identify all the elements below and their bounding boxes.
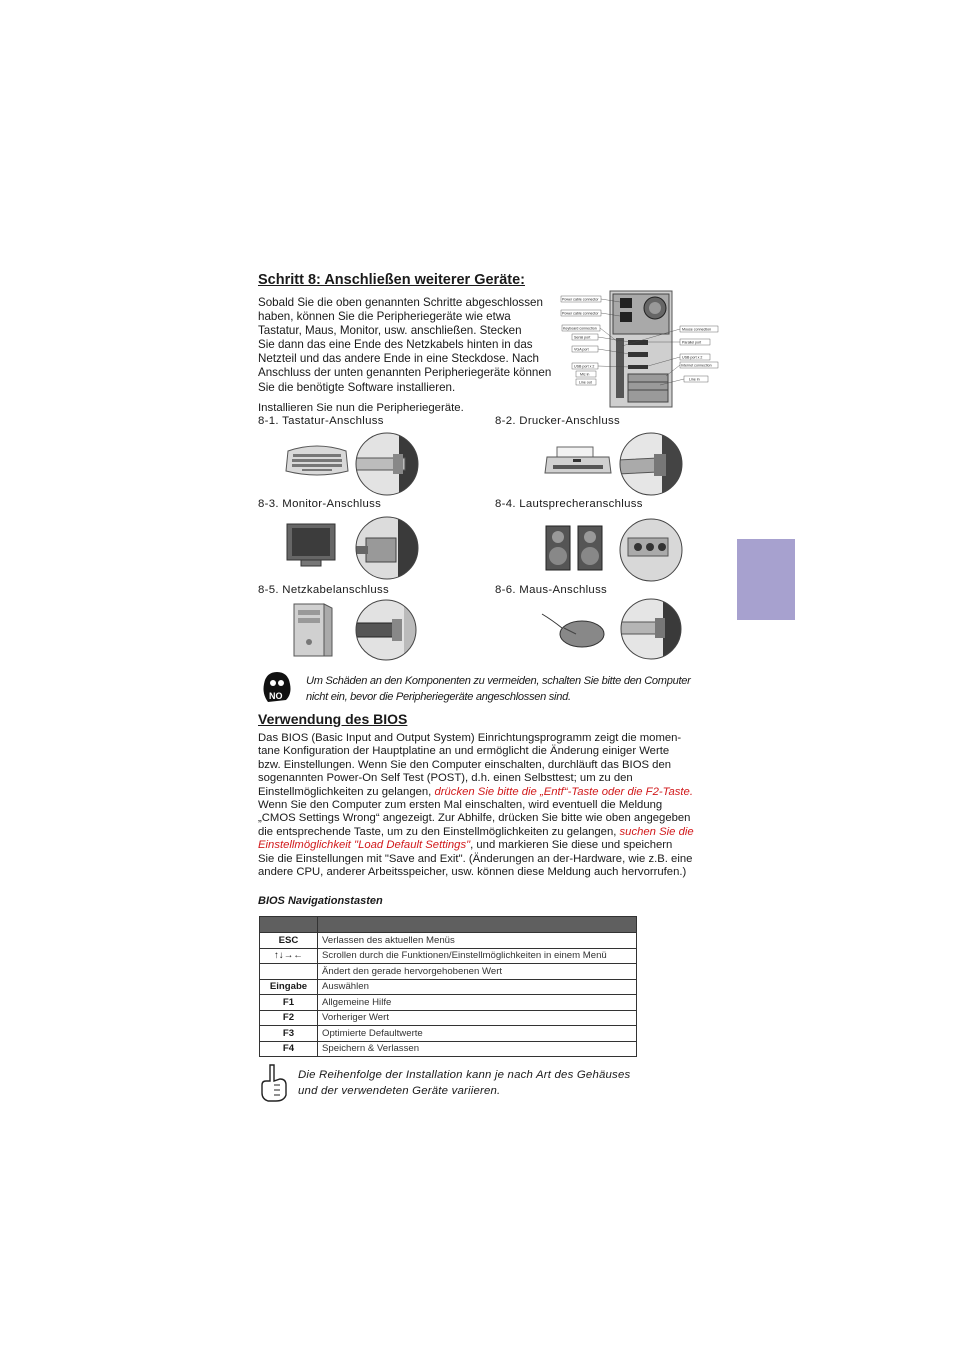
label-usb-left: USB port x 2 [574, 364, 595, 369]
table-row: Ändert den gerade hervorgehobenen Wert [260, 964, 637, 980]
caption-speaker: 8-4. Lautsprecheranschluss [495, 498, 643, 510]
load-default-hint: Einstellmöglichkeit "Load Default Settings" [258, 839, 471, 852]
label-power-2: Power cable connector [562, 311, 599, 316]
table-row: F4 Speichern & Verlassen [260, 1041, 637, 1057]
caption-power-cable: 8-5. Netzkabelanschluss [258, 584, 389, 596]
label-line-in: Line in [689, 377, 700, 382]
speakers-illustration [544, 524, 604, 577]
caption-mouse: 8-6. Maus-Anschluss [495, 584, 608, 596]
table-row: F2 Vorheriger Wert [260, 1010, 637, 1026]
keyboard-port-closeup [353, 432, 421, 501]
tower-pc-illustration [290, 602, 336, 663]
note-text: Die Reihenfolge der Installation kann je nach Art des Gehäuses und der verwendeten Geräte variieren. [298, 1069, 631, 1097]
install-instruction: Installieren Sie nun die Peripheriegeräte. [258, 402, 464, 414]
label-mouse: Mouse connection [682, 327, 712, 332]
mouse-port-closeup [619, 598, 683, 665]
pointing-hand-icon [258, 1063, 290, 1108]
table-row: F3 Optimierte Defaultwerte [260, 1026, 637, 1042]
table-row: F1 Allgemeine Hilfe [260, 995, 637, 1011]
svg-text:NO: NO [269, 691, 283, 701]
label-internet: Internet connection [681, 363, 712, 368]
step8-intro: Sobald Sie die oben genannten Schritte abgeschlossen haben, können Sie die Peripheriegeräte wie etwa Tastatur, Maus, Monitor, usw. anschließen. Stecken Sie dann das eine Ende des Netzkabels hinten in das Netzteil und das andere Ende in eine Steckdose. Nach Anschluss der unten genannten Peripheriegeräte können Sie die benötigte Software installieren. [258, 296, 552, 394]
caption-monitor: 8-3. Monitor-Anschluss [258, 498, 382, 510]
nav-keys-title: BIOS Navigationstasten [258, 895, 383, 907]
label-power-1: Power cable connector [562, 297, 599, 302]
nav-keys-table [259, 916, 637, 1057]
keyboard-illustration [284, 443, 350, 484]
bios-title: Verwendung des BIOS [258, 711, 408, 727]
table-row: ↑↓→← Scrollen durch die Funktionen/Einstellmöglichkeiten in einem Menü [260, 948, 637, 964]
bios-key-hint: drücken Sie bitte die „Entf“-Taste oder die F2-Taste. [434, 785, 693, 798]
label-mic: Mic in [580, 372, 590, 377]
table-row: ESC Verlassen des aktuellen Menüs [260, 933, 637, 949]
table-header-cell [260, 917, 318, 933]
caption-keyboard: 8-1. Tastatur-Anschluss [258, 415, 384, 427]
speaker-port-closeup [618, 518, 684, 587]
caption-printer: 8-2. Drucker-Anschluss [495, 415, 620, 427]
label-usb-right: USB port x 2 [682, 355, 703, 360]
back-panel-diagram [560, 290, 720, 408]
mouse-illustration [540, 610, 606, 657]
table-header-cell [318, 917, 637, 933]
table-row: Eingabe Auswählen [260, 979, 637, 995]
warning-no-icon [260, 670, 294, 711]
label-parallel: Parallel port [682, 340, 702, 345]
monitor-port-closeup [354, 516, 420, 585]
warning-text: Um Schäden an den Komponenten zu vermeiden, schalten Sie bitte den Computer nicht ein, bevor die Peripheriegeräte angeschlossen sind. [306, 675, 691, 703]
printer-port-closeup [618, 432, 684, 501]
step8-title: Schritt 8: Anschließen weiterer Geräte: [258, 272, 525, 288]
label-serial: Serial port [574, 335, 591, 340]
label-line-out: Line out [579, 380, 592, 385]
monitor-illustration [285, 522, 337, 573]
label-vga: VGA port [574, 347, 589, 352]
chapter-side-tab [737, 539, 795, 620]
label-keyboard: Keyboard connection [563, 326, 597, 331]
bios-description: Das BIOS (Basic Input and Output System) Einrichtungsprogramm zeigt die momen- tane Konfiguration der Hauptplatine an und ermöglicht die Änderung einiger Werte bzw. Einstellungen. Wenn Sie den Computer einschalten, durchläuft das BIOS den sogenannten Power-On Self Test (POST), d.h. einen Selbsttest; um zu den Einstellmöglichkeiten zu gelangen, drücken Sie bitte die „Entf“-Taste oder die F2-Taste. Wenn Sie den Computer zum ersten Mal einschalten, wird eventuell die Meldung „CMOS Settings Wrong“ angezeigt. Zur Abhilfe, drücken Sie bitte wie oben angegeben die entsprechende Taste, um zu den Einstellmöglichkeiten zu gelangen, suchen Sie die Einstellmöglichkeit "Load Default Settings", und markieren Sie diese und speichern Sie die Einstellungen mit "Save and Exit". (Änderungen an der-Hardware, wie z.B. eine andere CPU, anderer Arbeitsspeicher, usw. können diese Meldung auch hervorrufen.) [258, 732, 694, 879]
power-port-closeup [354, 599, 418, 666]
printer-illustration [543, 445, 613, 484]
